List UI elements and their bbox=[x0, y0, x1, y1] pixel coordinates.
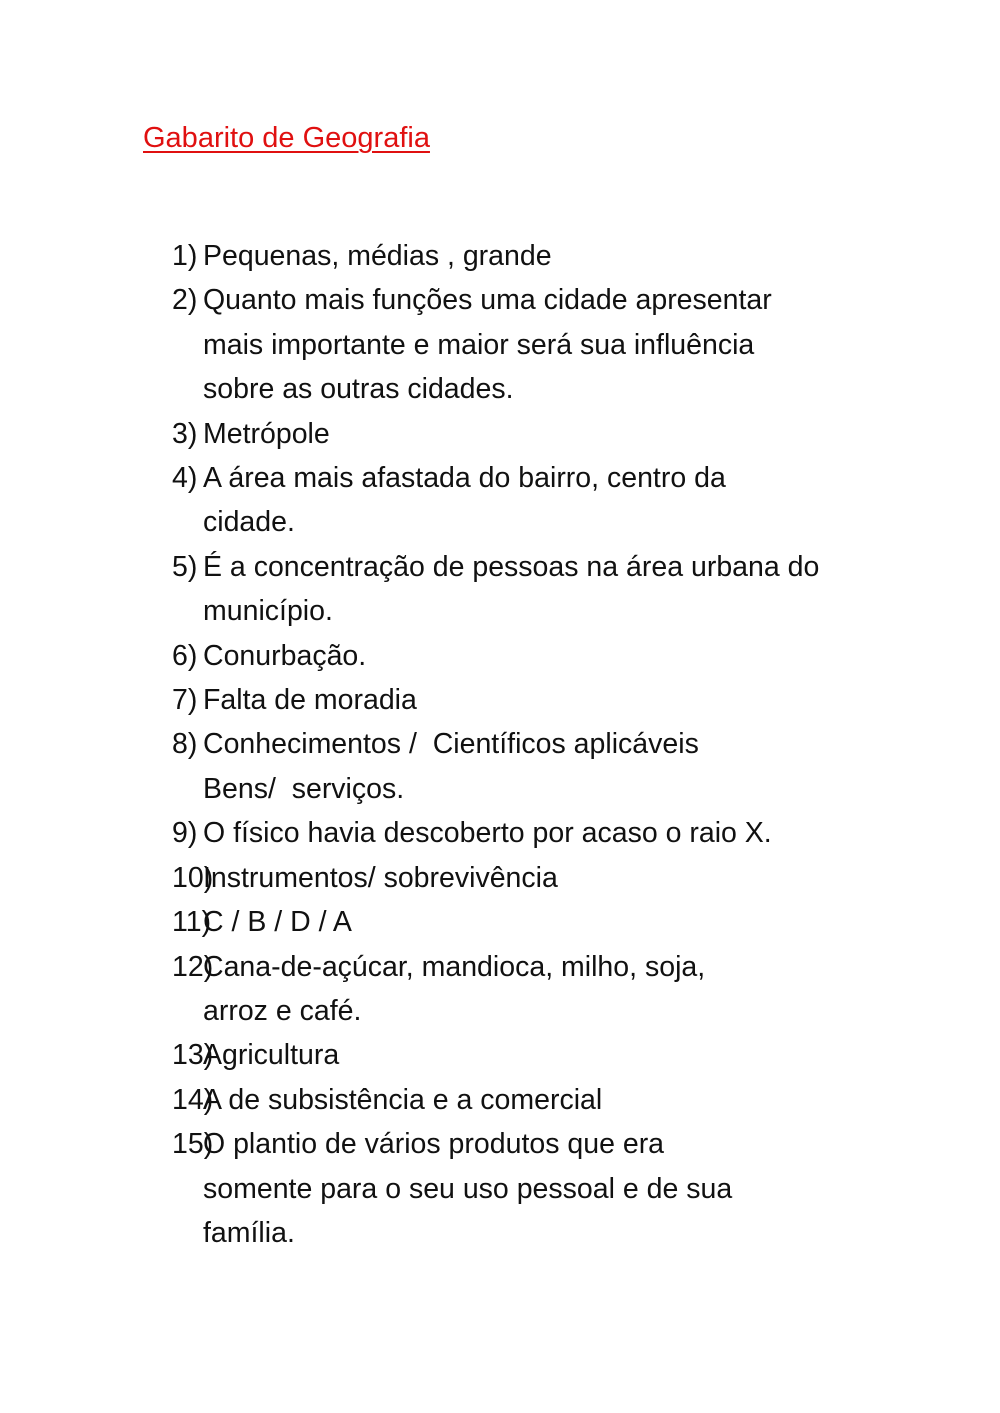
answer-text: A de subsistência e a comercial bbox=[203, 1083, 603, 1116]
answer-text: O plantio de vários produtos que era somente para o seu uso pessoal e de sua família. bbox=[203, 1128, 733, 1249]
answer-text: Falta de moradia bbox=[203, 684, 417, 717]
answer-item bbox=[172, 900, 872, 944]
answer-text: Instrumentos/ sobrevivência bbox=[203, 861, 558, 894]
answer-text: Conhecimentos / Científicos aplicáveis Bens/ serviços. bbox=[203, 728, 699, 805]
answer-text: Pequenas, médias , grande bbox=[203, 240, 552, 272]
answer-item bbox=[172, 1078, 872, 1122]
answer-item bbox=[172, 678, 872, 722]
answer-item bbox=[172, 634, 872, 678]
answer-text: Conurbação. bbox=[203, 639, 367, 672]
answer-number: 11) bbox=[172, 906, 212, 939]
answer-number: 13) bbox=[172, 1039, 214, 1072]
answer-text: Cana-de-açúcar, mandioca, milho, soja, arroz e café. bbox=[203, 950, 706, 1027]
answer-item bbox=[172, 278, 872, 411]
answer-item bbox=[172, 1122, 872, 1255]
answer-number: 6) bbox=[172, 639, 198, 672]
answer-number: 3) bbox=[172, 417, 198, 450]
answer-item bbox=[172, 1033, 872, 1077]
answer-number: 15) bbox=[172, 1128, 214, 1161]
answer-number: 14) bbox=[172, 1083, 214, 1116]
answer-item bbox=[172, 811, 872, 855]
answer-number: 4) bbox=[172, 462, 198, 495]
answer-item bbox=[172, 412, 872, 456]
answer-number: 8) bbox=[172, 728, 198, 761]
document-title: Gabarito de Geografia bbox=[143, 122, 430, 154]
answer-text: Agricultura bbox=[203, 1039, 340, 1072]
answer-text: É a concentração de pessoas na área urbana do município. bbox=[203, 550, 820, 628]
answer-number: 7) bbox=[172, 684, 198, 717]
answer-number: 2) bbox=[172, 284, 198, 317]
answer-number: 12) bbox=[172, 950, 214, 983]
answer-number: 5) bbox=[172, 550, 198, 583]
answer-item bbox=[172, 945, 872, 1034]
answer-item bbox=[172, 722, 872, 811]
answer-number: 10) bbox=[172, 861, 214, 894]
answer-item bbox=[172, 545, 872, 634]
answer-text: Quanto mais funções uma cidade apresentar mais importante e maior será sua influência sobre as outras cidades. bbox=[203, 284, 772, 406]
answer-text: O físico havia descoberto por acaso o raio X. bbox=[203, 817, 772, 850]
answer-number: 1) bbox=[172, 240, 198, 272]
answer-number: 9) bbox=[172, 817, 198, 850]
answer-item bbox=[172, 234, 872, 278]
answer-item bbox=[172, 456, 872, 545]
answer-text: A área mais afastada do bairro, centro da cidade. bbox=[203, 462, 726, 539]
answer-text: C / B / D / A bbox=[203, 906, 352, 939]
answer-item bbox=[172, 856, 872, 900]
answer-list bbox=[172, 234, 872, 1255]
answer-text: Metrópole bbox=[203, 417, 330, 450]
